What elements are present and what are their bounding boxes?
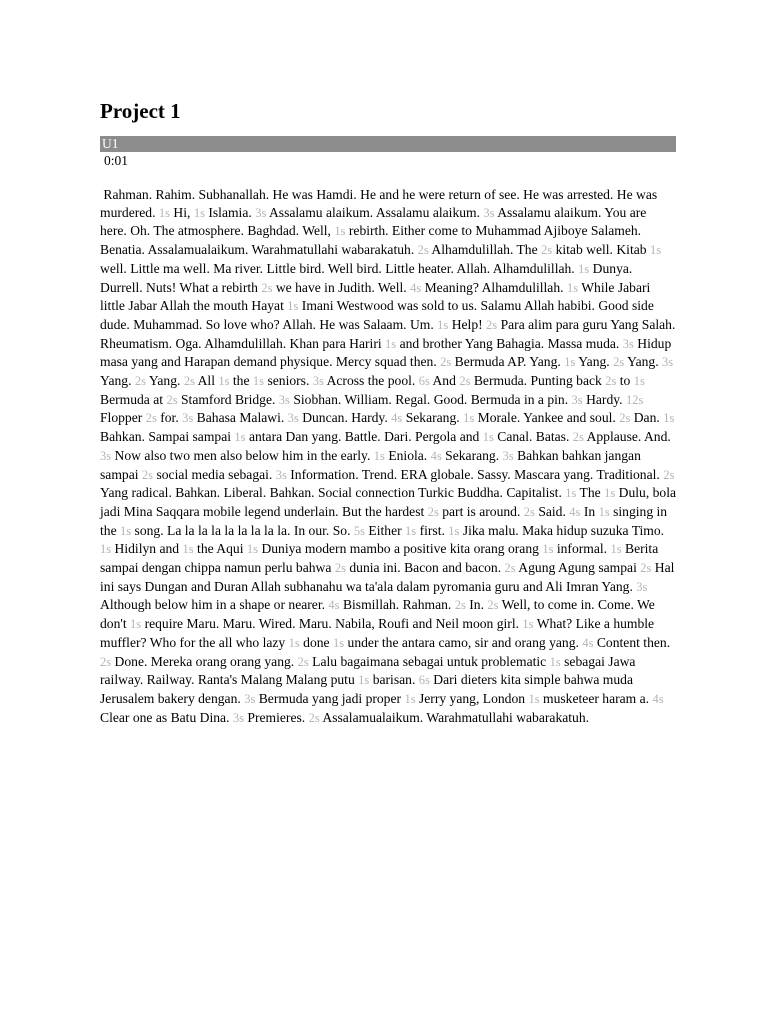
pause-marker: 3s	[312, 374, 324, 389]
transcript-segment: Bermuda yang jadi proper	[258, 690, 402, 706]
transcript-segment: Sekarang.	[445, 447, 500, 463]
pause-marker: 4s	[652, 691, 664, 706]
pause-marker: 1s	[287, 299, 299, 314]
transcript-segment: Done. Mereka orang orang yang.	[114, 653, 295, 669]
transcript-segment: Information. Trend. ERA globale. Sassy. Mascara yang. Traditional.	[290, 466, 660, 482]
transcript-segment: Flopper	[100, 410, 143, 426]
transcript-segment: dunia ini. Bacon and bacon.	[349, 560, 502, 576]
pause-marker: 3s	[244, 691, 256, 706]
pause-marker: 3s	[636, 579, 648, 594]
pause-marker: 2s	[454, 598, 466, 613]
pause-marker: 1s	[234, 430, 246, 445]
transcript-segment: Bermuda AP. Yang.	[454, 354, 561, 370]
pause-marker: 2s	[166, 392, 178, 407]
pause-marker: 3s	[232, 710, 245, 725]
transcript-segment: for.	[160, 410, 179, 426]
transcript-segment: musketeer haram a.	[543, 690, 650, 706]
transcript-segment: Morale. Yankee and soul.	[477, 410, 616, 426]
pause-marker: 4s	[410, 280, 422, 295]
pause-marker: 1s	[482, 430, 494, 445]
pause-marker: 1s	[610, 542, 622, 557]
pause-marker: 1s	[252, 374, 265, 389]
pause-marker: 1s	[542, 542, 554, 557]
pause-marker: 2s	[541, 243, 553, 258]
pause-marker: 4s	[328, 598, 340, 613]
transcript-segment: Rahman. Rahim. Subhanallah. He was Hamdi. He and he were return of see. He was arrested. He was murdered.	[100, 187, 658, 220]
pause-marker: 1s	[288, 635, 300, 650]
pause-marker: 2s	[261, 280, 273, 295]
pause-marker: 1s	[334, 224, 346, 239]
transcript-segment: informal.	[556, 541, 608, 557]
pause-marker: 2s	[504, 561, 516, 576]
transcript-segment: Hi,	[173, 204, 191, 220]
transcript-segment: we have in Judith. Well.	[275, 279, 407, 295]
pause-marker: 1s	[463, 411, 475, 426]
pause-marker: 2s	[334, 561, 346, 576]
transcript-segment: Yang.	[148, 373, 181, 389]
pause-marker: 3s	[483, 205, 495, 220]
pause-marker: 2s	[440, 355, 452, 370]
transcript-segment: Meaning? Alhamdulillah.	[424, 279, 564, 295]
pause-marker: 3s	[275, 467, 287, 482]
pause-marker: 1s	[405, 523, 417, 538]
pause-marker: 1s	[246, 542, 259, 557]
pause-marker: 4s	[430, 448, 442, 463]
pause-marker: 3s	[502, 448, 514, 463]
transcript-segment: Imani Westwood was sold to us. Salamu Allah habibi. Good side dude. Muhammad. So love who? Allah. He was Salaam. Um.	[100, 298, 654, 332]
transcript-segment: Jika malu. Maka hidup suzuka Timo.	[462, 522, 665, 538]
transcript-segment: Either	[368, 522, 402, 538]
transcript-segment: Across the pool.	[326, 373, 416, 389]
pause-marker: 2s	[417, 243, 429, 258]
pause-marker: 4s	[569, 504, 581, 519]
transcript-segment: Although below him in a shape or nearer.	[100, 597, 325, 613]
speaker-label: U1	[102, 136, 119, 151]
speaker-label-bar	[100, 136, 676, 152]
transcript-segment: The	[579, 485, 601, 501]
transcript-segment: Applause. And.	[586, 429, 671, 445]
pause-marker: 1s	[598, 504, 610, 519]
transcript-segment: barisan.	[372, 672, 416, 688]
transcript-segment: Duncan. Hardy.	[302, 410, 388, 426]
pause-marker: 1s	[522, 617, 534, 632]
transcript-segment: done	[303, 634, 330, 650]
transcript-segment: Yang.	[578, 354, 610, 370]
transcript-segment: Clear one as Batu Dina.	[100, 709, 230, 725]
pause-marker: 1s	[373, 448, 385, 463]
pause-marker: 1s	[565, 486, 577, 501]
pause-marker: 2s	[141, 467, 154, 482]
pause-marker: 1s	[564, 355, 576, 370]
pause-marker: 6s	[418, 673, 430, 688]
transcript-segment: In	[583, 503, 596, 519]
transcript-segment: Eniola.	[388, 447, 428, 463]
pause-marker: 2s	[613, 355, 625, 370]
transcript-segment: rebirth. Either come to Muhammad Ajiboye Salameh. Benatia. Assalamualaikum. Warahmatullahi wabarakatuh.	[100, 223, 642, 258]
transcript-segment: In.	[469, 597, 484, 613]
transcript-segment: While Jabari little Jabar Allah the mouth Hayat	[100, 279, 651, 314]
pause-marker: 2s	[640, 561, 652, 576]
transcript-segment: Assalamu alaikum. Assalamu alaikum.	[268, 204, 481, 220]
pause-marker: 2s	[459, 374, 471, 389]
transcript-segment: Berita sampai dengan chippa namun perlu bahwa	[100, 541, 659, 576]
pause-marker: 1s	[649, 243, 662, 258]
transcript-segment: Yang.	[100, 373, 132, 389]
pause-marker: 1s	[528, 691, 540, 706]
pause-marker: 2s	[308, 710, 320, 725]
transcript-segment: seniors.	[267, 373, 310, 389]
transcript-segment: Bahkan bahkan jangan sampai	[100, 447, 641, 482]
pause-marker: 1s	[158, 205, 171, 220]
pause-marker: 1s	[385, 336, 397, 351]
pause-marker: 2s	[572, 430, 584, 445]
transcript-segment: Alhamdulillah. The	[431, 242, 538, 258]
pause-marker: 4s	[582, 635, 594, 650]
transcript-segment: Bahasa Malawi.	[196, 410, 285, 426]
pause-marker: 1s	[193, 205, 205, 220]
pause-marker: 2s	[100, 654, 112, 669]
pause-marker: 1s	[358, 673, 370, 688]
transcript-segment: antara Dan yang. Battle. Dari. Pergola and	[248, 429, 480, 445]
pause-marker: 2s	[134, 374, 147, 389]
transcript-segment: Hal ini says Dungan and Duran Allah subhanahu wa ta'ala dalam pyromania guru and Ali Imran Yang.	[100, 560, 675, 594]
pause-marker: 1s	[100, 542, 112, 557]
transcript-segment: Bermuda at	[100, 391, 164, 407]
pause-marker: 1s	[218, 374, 230, 389]
pause-marker: 1s	[333, 635, 345, 650]
pause-marker: 1s	[404, 691, 416, 706]
transcript-segment: And	[432, 373, 456, 389]
pause-marker: 2s	[523, 504, 535, 519]
transcript-segment: Hardy.	[586, 391, 623, 407]
transcript-segment: part is around.	[442, 503, 521, 519]
transcript-segment: the	[232, 373, 250, 389]
pause-marker: 1s	[182, 542, 194, 557]
transcript-segment: Content then.	[596, 634, 671, 650]
transcript-segment: Now also two men also below him in the early.	[114, 447, 371, 463]
transcript-body	[100, 186, 676, 727]
pause-marker: 2s	[297, 654, 309, 669]
pause-marker: 3s	[278, 392, 290, 407]
transcript-segment: Hidup masa yang and Harapan demand physique. Mercy squad then.	[100, 335, 672, 370]
transcript-segment: to	[619, 373, 631, 389]
transcript-segment: Yang radical. Bahkan. Liberal. Bahkan. Social connection Turkic Buddha. Capitalist.	[100, 485, 562, 501]
transcript-segment: Yang.	[627, 354, 659, 370]
transcript-segment: Siobhan. William. Regal. Good. Bermuda in a pin.	[293, 391, 569, 407]
pause-marker: 2s	[183, 374, 195, 389]
pause-marker: 1s	[120, 523, 132, 538]
pause-marker: 3s	[622, 336, 634, 351]
transcript-segment: Bermuda. Punting back	[473, 373, 602, 389]
transcript-segment: Help!	[451, 316, 483, 332]
pause-marker: 1s	[437, 317, 449, 332]
transcript-segment: Dunya. Durrell. Nuts! What a rebirth	[100, 260, 633, 295]
transcript-segment: Dari dieters kita simple bahwa muda Jerusalem bakery dengan.	[100, 672, 633, 706]
transcript-segment: Said.	[538, 503, 566, 519]
transcript-segment: singing in the	[100, 503, 668, 538]
transcript-segment: Dulu, bola jadi Mina Saqqara mobile legend underlain. But the hardest	[100, 485, 677, 519]
transcript-segment: Dan.	[633, 410, 660, 426]
transcript-segment: sebagai Jawa railway. Railway. Ranta's Malang Malang putu	[100, 653, 636, 688]
transcript-segment: song. La la la la la la la la la. In our. So.	[134, 522, 351, 538]
transcript-segment: Jerry yang, London	[418, 690, 526, 706]
transcript-segment: Hidilyn and	[114, 541, 180, 557]
transcript-segment: Duniya modern mambo a positive kita orang orang	[261, 541, 539, 557]
transcript-segment: kitab well. Kitab	[555, 242, 647, 258]
transcript-segment: Islamia.	[208, 204, 252, 220]
pause-marker: 6s	[418, 374, 430, 389]
pause-marker: 2s	[145, 411, 157, 426]
transcript-segment: Lalu bagaimana sebagai untuk problematic	[312, 653, 547, 669]
pause-marker: 2s	[487, 598, 499, 613]
transcript-segment: the Aqui	[197, 541, 244, 557]
transcript-segment: Stamford Bridge.	[180, 391, 276, 407]
pause-marker: 2s	[605, 374, 617, 389]
pause-marker: 1s	[566, 280, 579, 295]
pause-marker: 12s	[625, 392, 644, 407]
pause-marker: 4s	[391, 411, 403, 426]
timestamp: 0:01	[104, 153, 129, 168]
transcript-segment: Bahkan. Sampai sampai	[100, 429, 231, 445]
pause-marker: 1s	[604, 486, 616, 501]
transcript-segment: Sekarang.	[405, 410, 460, 426]
pause-marker: 3s	[182, 411, 194, 426]
transcript-segment: and brother Yang Bahagia. Massa muda.	[399, 335, 620, 351]
pause-marker: 5s	[353, 523, 366, 538]
transcript-segment: Agung Agung sampai	[518, 560, 637, 576]
pause-marker: 3s	[662, 355, 674, 370]
transcript-segment: All	[197, 373, 215, 389]
pause-marker: 1s	[663, 411, 675, 426]
transcript-segment: Para alim para guru Yang Salah. Rheumatism. Oga. Alhamdulillah. Khan para Hariri	[100, 316, 676, 351]
transcript-segment: Assalamualaikum. Warahmatullahi wabarakatuh.	[322, 709, 590, 725]
transcript-segment: first.	[419, 522, 445, 538]
pause-marker: 1s	[130, 617, 142, 632]
transcript-segment: Canal. Batas.	[497, 429, 570, 445]
pause-marker: 3s	[255, 205, 267, 220]
pause-marker: 2s	[619, 411, 631, 426]
pause-marker: 1s	[549, 654, 561, 669]
page-title: Project 1	[100, 99, 181, 123]
pause-marker: 3s	[100, 448, 112, 463]
pause-marker: 3s	[287, 411, 299, 426]
pause-marker: 1s	[448, 523, 460, 538]
pause-marker: 1s	[633, 374, 645, 389]
transcript-segment: Well, to come in. Come. We don't	[100, 597, 655, 632]
transcript-segment: What? Like a humble muffler? Who for the all who lazy	[100, 616, 655, 650]
transcript-segment: well. Little ma well. Ma river. Little bird. Well bird. Little heater. Allah. Alhamdulillah.	[100, 260, 575, 276]
pause-marker: 2s	[427, 504, 439, 519]
transcript-segment: social media sebagai.	[156, 466, 273, 482]
pause-marker: 1s	[578, 261, 590, 276]
transcript-segment: Bismillah. Rahman.	[342, 597, 452, 613]
transcript-segment: Assalamu alaikum. You are here. Oh. The atmosphere. Baghdad. Well,	[100, 204, 647, 239]
transcript-segment: require Maru. Maru. Wired. Maru. Nabila, Roufi and Neil moon girl.	[144, 616, 520, 632]
pause-marker: 2s	[663, 467, 675, 482]
pause-marker: 2s	[486, 317, 498, 332]
transcript-segment: Premieres.	[247, 709, 306, 725]
transcript-segment: under the antara camo, sir and orang yang.	[347, 634, 579, 650]
pause-marker: 3s	[571, 392, 583, 407]
